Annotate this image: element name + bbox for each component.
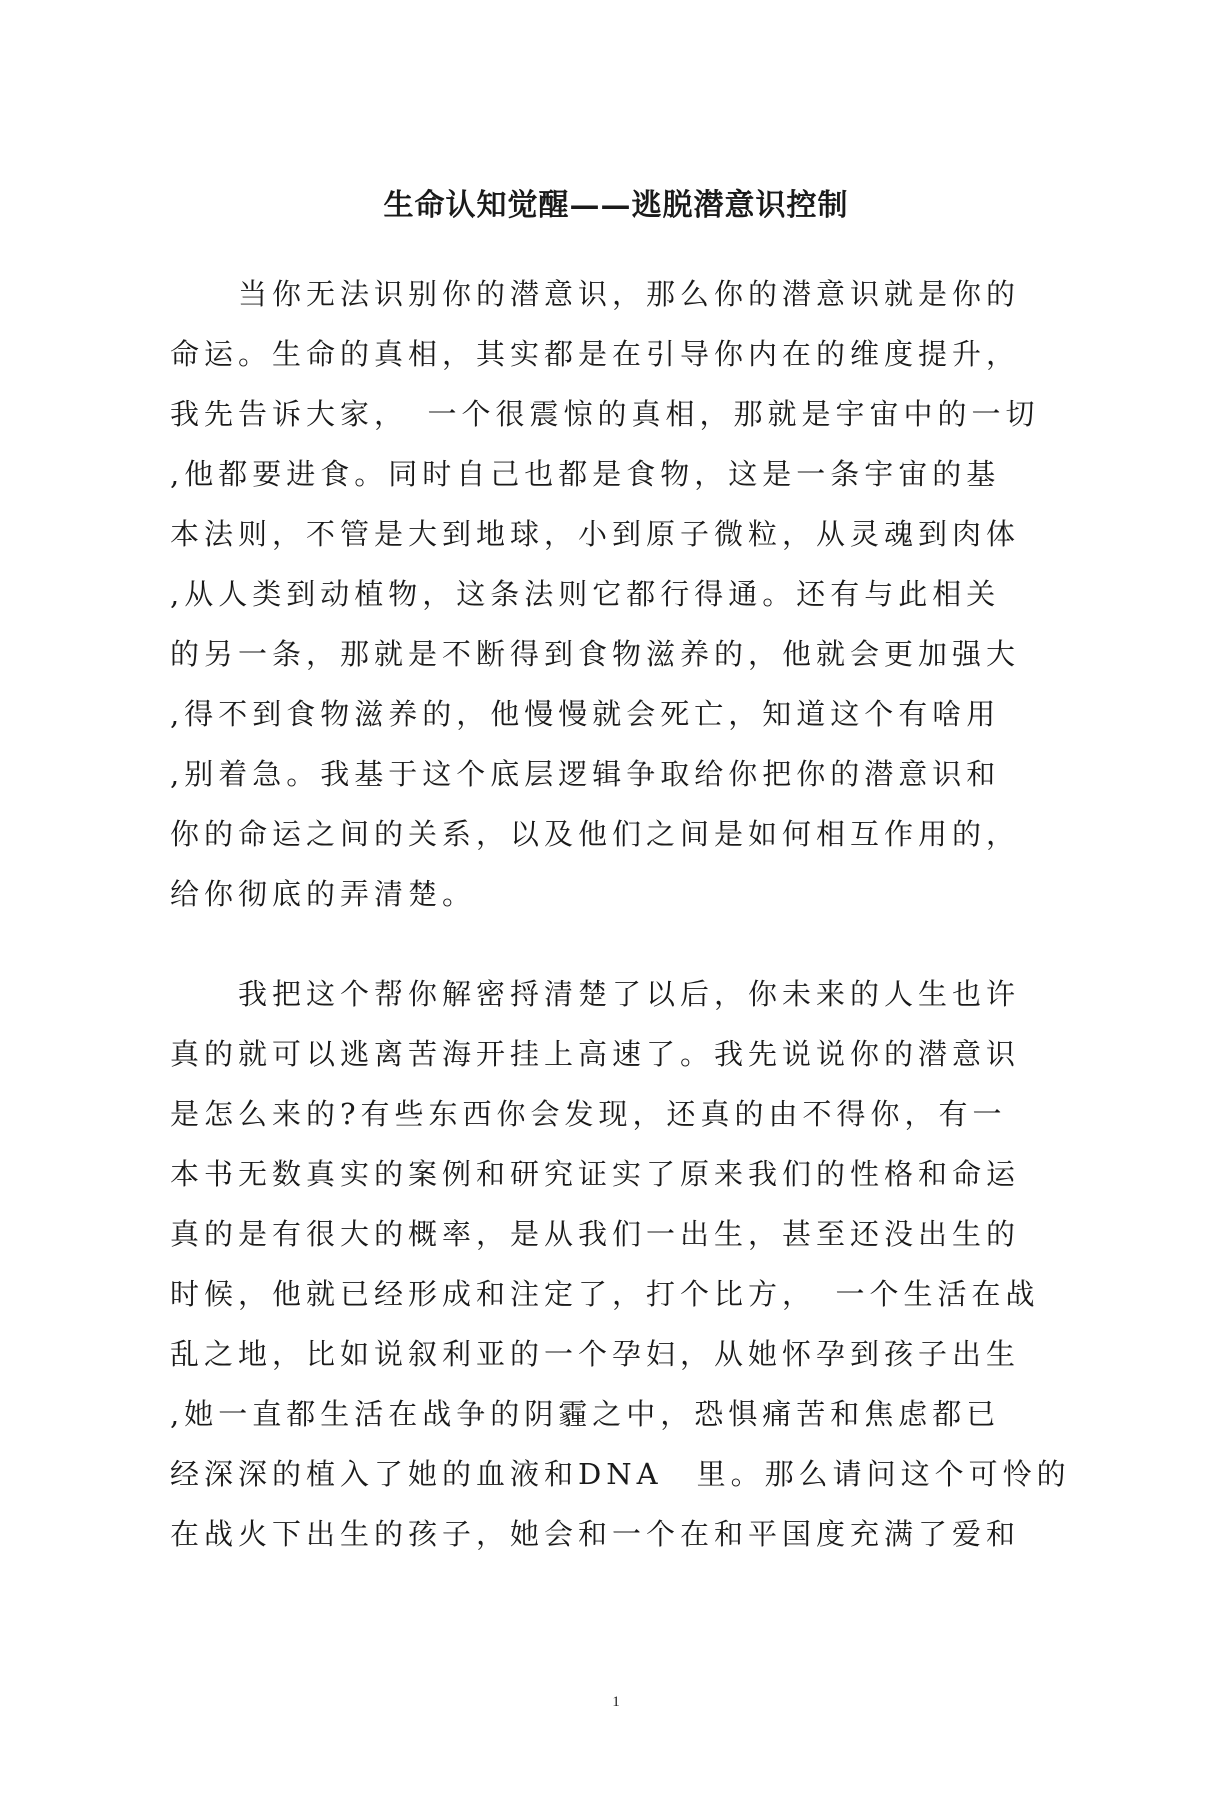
text-line: ,她一直都生活在战争的阴霾之中，恐惧痛苦和焦虑都已 xyxy=(170,1397,1001,1431)
text-line: 经深深的植入了她的血液和DNA 里。那么请问这个可怜的 xyxy=(170,1457,1071,1491)
text-line: ,从人类到动植物，这条法则它都行得通。还有与此相关 xyxy=(170,577,1001,611)
text-line: ,得不到食物滋养的，他慢慢就会死亡，知道这个有啥用 xyxy=(170,697,1001,731)
text-line: 真的是有很大的概率，是从我们一出生，甚至还没出生的 xyxy=(170,1217,1021,1251)
text-line: 在战火下出生的孩子，她会和一个在和平国度充满了爱和 xyxy=(170,1517,1021,1551)
text-line: 我把这个帮你解密捋清楚了以后，你未来的人生也许 xyxy=(170,977,1021,1011)
text-line: 给你彻底的弄清楚。 xyxy=(170,877,477,911)
text-line: 本法则，不管是大到地球，小到原子微粒，从灵魂到肉体 xyxy=(170,517,1021,551)
text-line: 真的就可以逃离苦海开挂上高速了。我先说说你的潜意识 xyxy=(170,1037,1021,1071)
page-number: 1 xyxy=(612,1694,620,1710)
paragraph-1 xyxy=(170,264,1040,924)
text-line: 是怎么来的?有些东西你会发现，还真的由不得你，有一 xyxy=(170,1097,1007,1131)
paragraph-2 xyxy=(170,964,1071,1564)
text-line: 命运。生命的真相，其实都是在引导你内在的维度提升， xyxy=(170,337,1021,371)
text-line: 本书无数真实的案例和研究证实了原来我们的性格和命运 xyxy=(170,1157,1021,1191)
text-line: ,别着急。我基于这个底层逻辑争取给你把你的潜意识和 xyxy=(170,757,1001,791)
text-line: 当你无法识别你的潜意识，那么你的潜意识就是你的 xyxy=(170,277,1021,311)
text-line: 你的命运之间的关系，以及他们之间是如何相互作用的， xyxy=(170,817,1021,851)
text-line: 的另一条，那就是不断得到食物滋养的，他就会更加强大 xyxy=(170,637,1021,671)
text-line: 时候，他就已经形成和注定了，打个比方， 一个生活在战 xyxy=(170,1277,1040,1311)
text-line: ,他都要进食。同时自己也都是食物，这是一条宇宙的基 xyxy=(170,457,1001,491)
text-line: 我先告诉大家， 一个很震惊的真相，那就是宇宙中的一切 xyxy=(170,397,1040,431)
document-title: 生命认知觉醒——逃脱潜意识控制 xyxy=(383,188,849,223)
text-line: 乱之地，比如说叙利亚的一个孕妇，从她怀孕到孩子出生 xyxy=(170,1337,1021,1371)
